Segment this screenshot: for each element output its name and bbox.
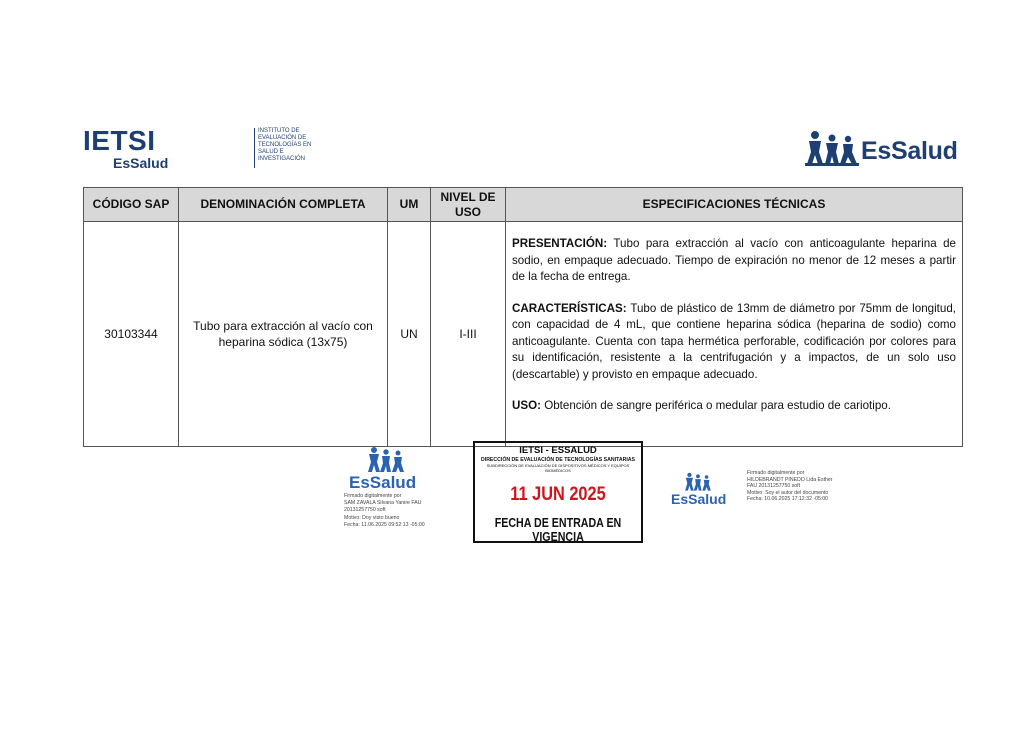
stamp-title: IETSI - ESSALUD [519,445,597,456]
cell-especificaciones [506,222,963,447]
essalud-logo-word: EsSalud [861,137,958,165]
table-row [84,222,963,447]
family-icon [805,130,859,166]
spec-caracteristicas [512,301,956,384]
ietsi-logo-word: IETSI [83,125,156,156]
family-icon [366,446,406,474]
spec-caracteristicas-text: Tubo de plástico de 13mm de diámetro por 75mm de longitud, con capacidad de 4 mL, que contiene heparina sódica (heparina de sodio) como anticoagulante. Cuenta con tapa hermética perforable, codificación por colores para su identificación, resistente a la centrifugación y a impactos, de un solo uso (descartable) y provisto en empaque adecuado. [512,301,957,381]
essalud-logo [805,128,965,168]
signature-line: 20131257750 soft [344,507,386,514]
spec-presentacion [512,236,956,286]
spec-presentacion-text: Tubo para extracción al vacío con anticoagulante heparina de sodio, en empaque adecuado. Tiempo de expiración no menor de 12 meses a partir de la fecha de entrega. [512,237,956,283]
ietsi-logo-divider [254,128,255,168]
signature-right-logo-word: EsSalud [671,491,727,507]
cell-um: UN [388,222,431,447]
ietsi-logo-sub: EsSalud [113,155,169,171]
ietsi-logo-description: INSTITUTO DE EVALUACIÓN DE TECNOLOGÍAS EN SALUD E INVESTIGACIÓN [258,128,312,162]
signature-line: Fecha: 10.06.2025 17:12:32 -05:00 [747,496,829,503]
signature-right-logo [670,472,730,508]
signature-line: SAM ZAVALA Silvana Yanire FAU [344,500,422,507]
header-especificaciones: ESPECIFICACIONES TÉCNICAS [506,188,963,222]
header-nivel-de-uso: NIVEL DE USO [431,188,506,222]
header-codigo-sap: CÓDIGO SAP [84,188,179,222]
cell-codigo-sap: 30103344 [84,222,179,447]
spec-uso [512,398,956,415]
spec-table [83,187,963,447]
signature-left-text [344,493,444,529]
signature-line: Firmado digitalmente por [747,470,805,476]
spec-uso-label: USO: [512,399,541,412]
cell-nivel-de-uso: I-III [431,222,506,447]
stamp-subtitle: DIRECCIÓN DE EVALUACIÓN DE TECNOLOGÍAS SANITARIAS [481,457,635,463]
signature-line: Fecha: 11.06.2025 09:52:13 -05:00 [344,521,425,528]
signature-line: FAU 20131257750 soft [747,483,801,490]
spec-uso-text: Obtención de sangre periférica o medular para estudio de cariotipo. [544,399,891,412]
header-um: UM [388,188,431,222]
validity-stamp [473,441,643,543]
signature-line: Firmado digitalmente por [344,493,402,499]
spec-presentacion-label: PRESENTACIÓN: [512,237,608,250]
header-denominacion: DENOMINACIÓN COMPLETA [179,188,388,222]
family-icon [682,472,714,492]
cell-denominacion: Tubo para extracción al vacío con heparina sódica (13x75) [179,222,388,447]
stamp-date: 11 JUN 2025 [510,484,606,505]
signature-line: HILDEBRANDT PINEDO Lida Esther [747,476,833,483]
signature-line: Motivo: Doy visto bueno [344,514,400,521]
signature-line: Motivo: Soy el autor del documento [747,489,829,496]
signature-right-text [747,470,867,503]
signature-left [344,446,444,536]
table-header-row [84,188,963,222]
spec-caracteristicas-label: CARACTERÍSTICAS: [512,301,627,315]
stamp-footer: FECHA DE ENTRADA EN VIGENCIA [494,515,622,544]
signature-left-logo-word: EsSalud [349,473,417,492]
stamp-subdirection: SUBDIRECCIÓN DE EVALUACIÓN DE DISPOSITIVOS MÉDICOS Y EQUIPOS BIOMÉDICOS [486,463,630,473]
ietsi-logo [83,125,312,171]
